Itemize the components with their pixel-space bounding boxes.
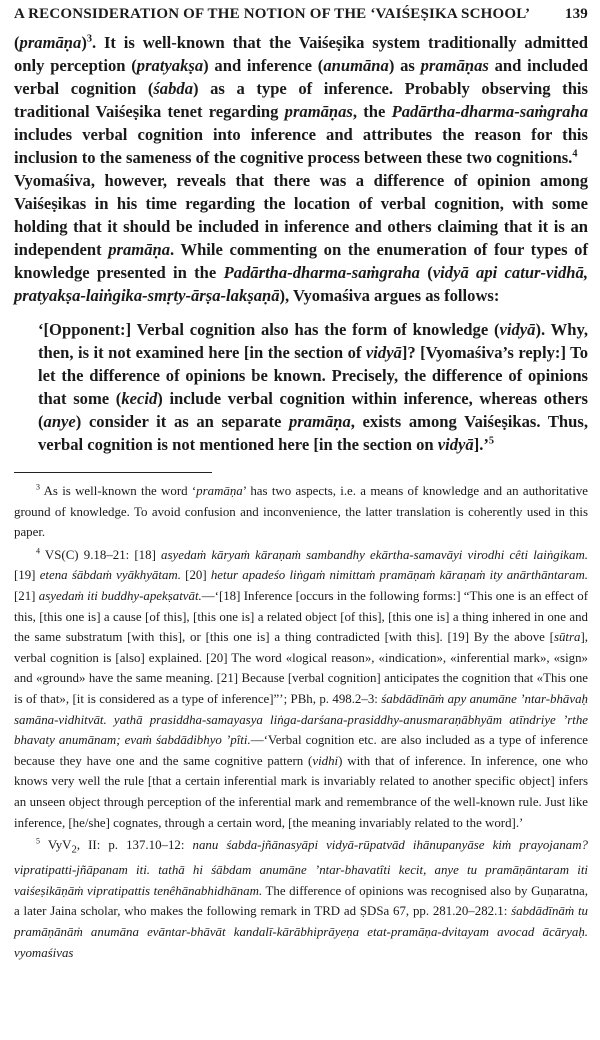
sanskrit-quote: śabdādīnāṁ apy anumāne ’ntar-bhāvaḥ samāna-vidhitvāt. yathā prasiddha-samayasya liṅga-darśana-prasiddhy-anusmaraṇābhyām atīndriye ’rthe bhavaty anumānam; evaṁ śabdādibhyo ’pîti. [14, 691, 588, 748]
term: pratyakṣa [136, 56, 204, 75]
footnote-3 [14, 481, 588, 543]
text-run: ), Vyomaśiva argues as follows: [279, 286, 500, 305]
text-run: [21] [14, 588, 39, 603]
text-run: —‘[18] Inference [occurs in the following forms:] “This one is an effect of this, [this one is] a cause [of this], [this one is] a related object [of this], [this one is] a thing inhered in one and the same substratum [with this], or [this one is] a thing contradicted [with this]. [19] By the above [ [14, 588, 589, 645]
text-run: ). Why, then, is it not examined here [in the section of [38, 320, 588, 362]
text-run: ) include verbal cognition within inference, whereas others ( [38, 389, 589, 431]
text-run: The difference of opinions was recognised also by Guṇaratna, a later Jaina scholar, who makes the following remark in TRD ad ṢDSa 67, pp. 281.20–282.1: [14, 883, 589, 919]
footnote-4 [14, 545, 588, 833]
text-run: ’ has two aspects, i.e. a means of knowledge and an authoritative ground of knowledge. To avoid confusion and inconvenience, the latter translation is coherently used in this paper. [14, 484, 588, 540]
footnote-ref-5: 5 [488, 435, 495, 447]
term: anumāna [323, 56, 389, 75]
term: pramāṇas [420, 56, 489, 75]
term: vidhi [312, 753, 339, 768]
text-run: ) consider it as an separate [75, 412, 289, 431]
text-run: . It is well-known that the Vaiśeṣika system traditionally admitted only perception ( [14, 33, 588, 75]
text-run: ) as a type of inference. Probably observing this traditional Vaiśeṣika tenet regarding [14, 79, 588, 121]
footnote-ref-4: 4 [572, 148, 578, 160]
term: sūtra [553, 630, 581, 645]
sanskrit-quote: nanu śabda-jñānasyāpi vidyā-rūpatvād ihānupanyāse kiṁ prayojanam? vipratipatti-jñāpanam iti. tathā hi śābdam anumāne ’ntar-bhavatîti kecit, anye tu pramāṇāntaram iti vaiśeṣikāṇāṁ vipratipattis tenêhānabhidhānam. [14, 838, 588, 898]
book-page [14, 6, 588, 965]
paragraph-1: (pramāṇa)$^3$. It is well-known that the Vaiśeṣika system traditionally admitted only perception (pratyakṣa) and inference (anumāna) as pramāṇas and included verbal cognition (śabda) as a type of inference. Probably observing this traditional Vaiśeṣika tenet regarding pramāṇas, the Padārtha-dharma-saṁgraha includes verbal cognition into inference and attributes the reason for this inclusion to the sameness of the cognitive process between these two cognitions.$^4$ [14, 33, 589, 167]
text-run: [20] [180, 568, 211, 583]
sanskrit-quote: etena śābdaṁ vyākhyātam. [39, 568, 181, 583]
text-run: [19] [14, 568, 40, 583]
text-run: VS(C) 9.18–21: [18] [40, 547, 162, 562]
text-run: ], verbal cognition is [also] explained. [20] The word «logical reason», «indication», «inferential mark», «sign» and «ground» have the same meaning. [21] Because [verbal cognition] anticipates the cognition that «This one is of that», [it is considered as a type of inference]”’; PBh, p. 498.2–3: [14, 630, 588, 706]
text-run: ) [81, 33, 87, 52]
term: pramāṇas [284, 102, 353, 121]
text-run: Vyomaśiva, however, reveals that there was a difference of opinion among Vaiśeṣikas in his time regarding the location of verbal cognition, with some holding that it should be included in inference and others claiming that it is an independent [14, 171, 588, 259]
text-run: ) with that of inference. In inference, one who knows very well the rule [that a certain inferential mark is invariably related to another specific object] infers an unseen object through perception of the inferential mark and remembrance of the well-known rule. Just like inference, [he/she] cognates, through a certain word, [the meaning invariably related to the word].’ [14, 753, 588, 830]
term: pramāṇa [19, 33, 82, 52]
sanskrit-quote: vidyā api catur-vidhā, pratyakṣa-laiṅgika-smṛty-ārṣa-lakṣaṇā [14, 263, 588, 305]
block-quote [38, 318, 588, 456]
page-number: 139 [564, 6, 588, 22]
running-header [14, 6, 588, 23]
footnote-number: 4 [36, 546, 40, 556]
term: pramāṇa [289, 412, 351, 431]
text-run: As is well-known the word ‘ [40, 484, 197, 498]
footnote-number: 3 [36, 482, 40, 492]
text-run: , II: p. 137.10–12: [76, 838, 193, 853]
text-run: . While commenting on the enumeration of four types of knowledge presented in the [14, 240, 588, 282]
paragraph-2 [14, 169, 588, 307]
footnotes [14, 481, 588, 963]
footnote-number: 5 [36, 836, 40, 846]
work-title: Padārtha-dharma-saṁgraha [391, 102, 588, 121]
footnote-divider [14, 472, 212, 473]
text-run: , exists among Vaiśeṣikas. Thus, verbal cognition is not mentioned here [in the section on [38, 412, 588, 454]
term: pramāṇa [108, 240, 171, 259]
sanskrit-quote: hetur apadeśo liṅgaṁ nimittaṁ pramāṇaṁ kāraṇaṁ ity anārthāntaram. [210, 568, 589, 583]
text-run: ].’ [473, 435, 489, 454]
text-run: VyV [40, 838, 72, 853]
term: kecid [121, 389, 158, 408]
footnote-ref-3: 3 [86, 33, 92, 45]
term: vidyā [437, 435, 474, 454]
text-run: ( [419, 263, 433, 282]
subscript: 2 [71, 843, 77, 856]
footnote-5 [14, 835, 588, 963]
text-run: ]? [Vyomaśiva’s reply:] To let the difference of opinions be known. Precisely, the difference of opinions that some ( [38, 343, 588, 408]
main-text [14, 31, 588, 307]
sanskrit-quote: asyedaṁ kāryaṁ kāraṇaṁ sambandhy ekārtha-samavāyi virodhi cêti laiṅgikam. [161, 547, 588, 562]
text-run: and included verbal cognition ( [14, 56, 589, 98]
term: anye [43, 412, 76, 431]
term: pramāṇa [196, 484, 243, 498]
sanskrit-quote: śabdādīnāṁ tu pramāṇānāṁ anumāna evāntar-bhāvāt kandalī-kārābhiprāyeṇa etat-pramāṇa-dvitayam avocad ācāryaḥ. vyomaśivas [14, 904, 588, 960]
running-title: A RECONSIDERATION OF THE NOTION OF THE ‘VAIŚEṢIKA SCHOOL’ [14, 6, 531, 22]
term: śabda [153, 79, 193, 98]
text-run: ) as [388, 56, 421, 75]
text-run: includes verbal cognition into inference and attributes the reason for this inclusion to the sameness of the cognitive process between these two cognitions. [14, 125, 588, 167]
text-run: , the [352, 102, 392, 121]
text-run: —‘Verbal cognition etc. are also included as a type of inference because they have one and the same cognitive pattern ( [14, 733, 588, 768]
term: vidyā [499, 320, 536, 339]
work-title: Padārtha-dharma-saṁgraha [223, 263, 420, 282]
text-run: ) and inference ( [203, 56, 324, 75]
text-run: ‘[Opponent:] Verbal cognition also has the form of knowledge ( [38, 320, 500, 339]
sanskrit-quote: asyedaṁ iti buddhy-apekṣatvāt. [38, 588, 202, 603]
term: vidyā [365, 343, 402, 362]
